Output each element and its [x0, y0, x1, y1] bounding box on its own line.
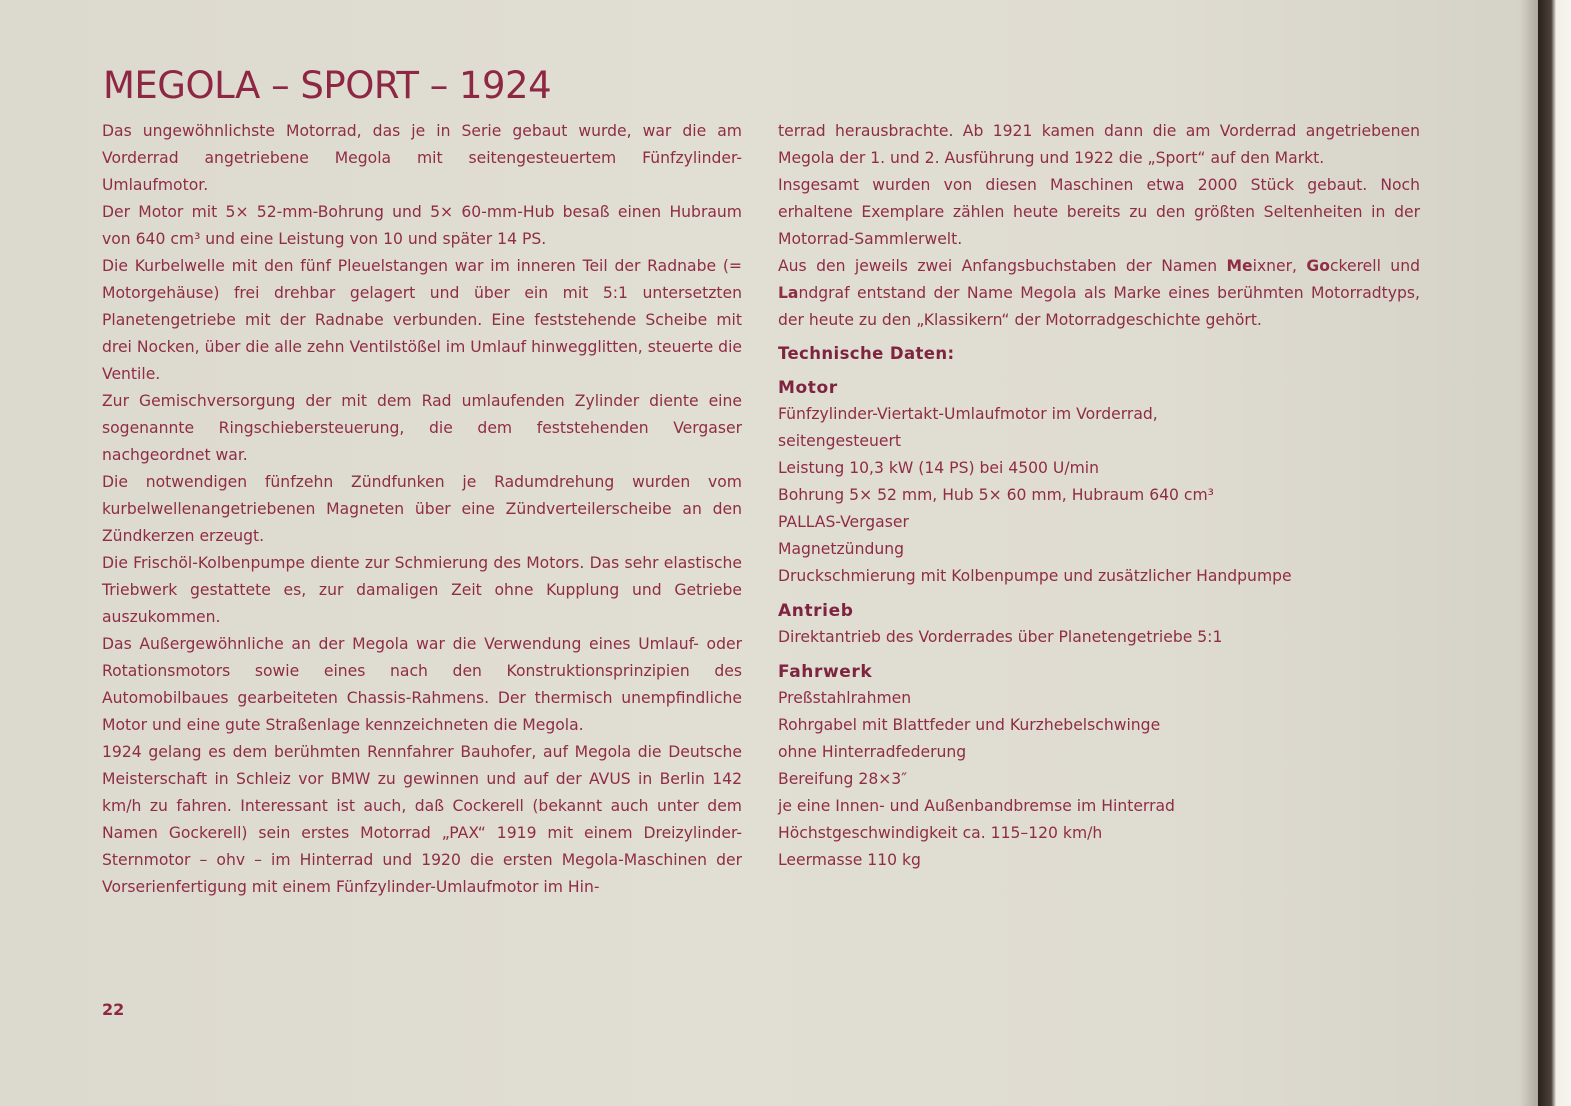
spec-line: Bereifung 28×3″	[778, 770, 908, 788]
page-title: MEGOLA – SPORT – 1924	[103, 64, 552, 107]
left-text-column	[102, 118, 742, 901]
paragraph-intro: Das ungewöhnlichste Motorrad, das je in Serie gebaut wurde, war die am Vorderrad angetriebene Megola mit seitengesteuertem Fünfzylinder-Umlaufmotor.	[102, 122, 742, 194]
spec-line: Direktantrieb des Vorderrades über Planetengetriebe 5:1	[778, 628, 1223, 646]
spec-heading-chassis: Fahrwerk	[778, 662, 873, 682]
paragraph-special: Das Außergewöhnliche an der Megola war die Verwendung eines Umlauf- oder Rotationsmotors sowie eines nach den Konstruktionsprinzipien des Automobilbaues gearbeiteten Chassis-Rahmens. Der thermisch unempfindliche Motor und eine gute Straßenlage kennzeichneten die Megola.	[102, 635, 742, 734]
spec-line: je eine Innen- und Außenbandbremse im Hinterrad	[778, 797, 1175, 815]
spec-heading-drive: Antrieb	[778, 601, 854, 621]
book-binding-edge	[1538, 0, 1571, 1106]
spec-line: Rohrgabel mit Blattfeder und Kurzhebelschwinge	[778, 716, 1161, 734]
paragraph-history: 1924 gelang es dem berühmten Rennfahrer Bauhofer, auf Megola die Deutsche Meisterschaft in Schleiz vor BMW zu gewinnen und auf der AVUS in Berlin 142 km/h zu fahren. Interessant ist auch, daß Cockerell (bekannt auch unter dem Namen Gockerell) sein erstes Motorrad „PAX“ 1919 mit einem Dreizylinder-Sternmotor – ohv – im Hinterrad und 1920 die ersten Megola-Maschinen der Vorserienfertigung mit einem Fünfzylinder-Umlaufmotor im Hin-	[102, 743, 742, 896]
spec-section-chassis	[778, 659, 1420, 874]
spec-line: Druckschmierung mit Kolbenpumpe und zusätzlicher Handpumpe	[778, 567, 1292, 585]
paragraph-ignition: Die notwendigen fünfzehn Zündfunken je Radumdrehung wurden vom kurbelwellenangetriebenen Magneten über eine Zündverteilerscheibe an den Zündkerzen erzeugt.	[102, 473, 742, 545]
spec-line: Magnetzündung	[778, 540, 905, 558]
paragraph-mixture: Zur Gemischversorgung der mit dem Rad umlaufenden Zylinder diente eine sogenannte Ringschiebersteuerung, die dem feststehenden Vergaser nachgeordnet war.	[102, 392, 742, 464]
spec-line: Leermasse 110 kg	[778, 851, 921, 869]
name-origin-bold-go: Go	[1306, 257, 1330, 275]
spec-heading-motor: Motor	[778, 378, 838, 398]
right-text-column	[778, 118, 1420, 874]
spec-line: PALLAS-Vergaser	[778, 513, 909, 531]
paragraph-crankshaft: Die Kurbelwelle mit den fünf Pleuelstangen war im inneren Teil der Radnabe (= Motorgehäuse) frei drehbar gelagert und über ein mit 5:1 untersetzten Planetengetriebe mit der Radnabe verbunden. Eine feststehende Scheibe mit drei Nocken, über die alle zehn Ventilstößel im Umlauf hinwegglitten, steuerte die Ventile.	[102, 257, 742, 383]
binding-shadow	[1520, 0, 1540, 1106]
spec-line: Leistung 10,3 kW (14 PS) bei 4500 U/min	[778, 459, 1100, 477]
paragraph-engine: Der Motor mit 5× 52-mm-Bohrung und 5× 60-mm-Hub besaß einen Hubraum von 640 cm³ und eine Leistung von 10 und später 14 PS.	[102, 203, 742, 248]
name-origin-rest-2: ckerell und	[1329, 257, 1420, 275]
spec-line: Höchstgeschwindigkeit ca. 115–120 km/h	[778, 824, 1103, 842]
spec-line: Bohrung 5× 52 mm, Hub 5× 60 mm, Hubraum 640 cm³	[778, 486, 1214, 504]
spec-line: Preßstahlrahmen	[778, 689, 912, 707]
page-number: 22	[102, 1000, 125, 1019]
name-origin-rest-1: ixner,	[1252, 257, 1307, 275]
name-origin-lead: Aus den jeweils zwei Anfangsbuchstaben der Namen	[778, 257, 1227, 275]
spec-section-motor	[778, 375, 1420, 590]
spec-line: seitengesteuert	[778, 432, 901, 450]
name-origin-bold-me: Me	[1226, 257, 1253, 275]
spec-line: ohne Hinterradfederung	[778, 743, 967, 761]
name-origin-bold-la: La	[778, 284, 799, 302]
paragraph-name-origin	[778, 253, 1420, 334]
paragraph-production: Insgesamt wurden von diesen Maschinen etwa 2000 Stück gebaut. Noch erhaltene Exemplare zählen heute bereits zu den größten Seltenheiten in der Motorrad-Sammlerwelt.	[778, 176, 1420, 248]
paragraph-continuation: terrad herausbrachte. Ab 1921 kamen dann die am Vorderrad angetriebenen Megola der 1. und 2. Ausführung und 1922 die „Sport“ auf den Markt.	[778, 122, 1420, 167]
technical-data-heading: Technische Daten:	[778, 344, 955, 363]
spec-line: Fünfzylinder-Viertakt-Umlaufmotor im Vorderrad,	[778, 405, 1158, 423]
name-origin-rest-3: ndgraf entstand der Name Megola als Marke eines berühmten Motorradtyps, der heute zu den „Klassikern“ der Motorradgeschichte gehört.	[778, 284, 1420, 329]
paragraph-lubrication: Die Frischöl-Kolbenpumpe diente zur Schmierung des Motors. Das sehr elastische Triebwerk gestattete es, zur damaligen Zeit ohne Kupplung und Getriebe auszukommen.	[102, 554, 742, 626]
spec-section-drive	[778, 598, 1420, 651]
